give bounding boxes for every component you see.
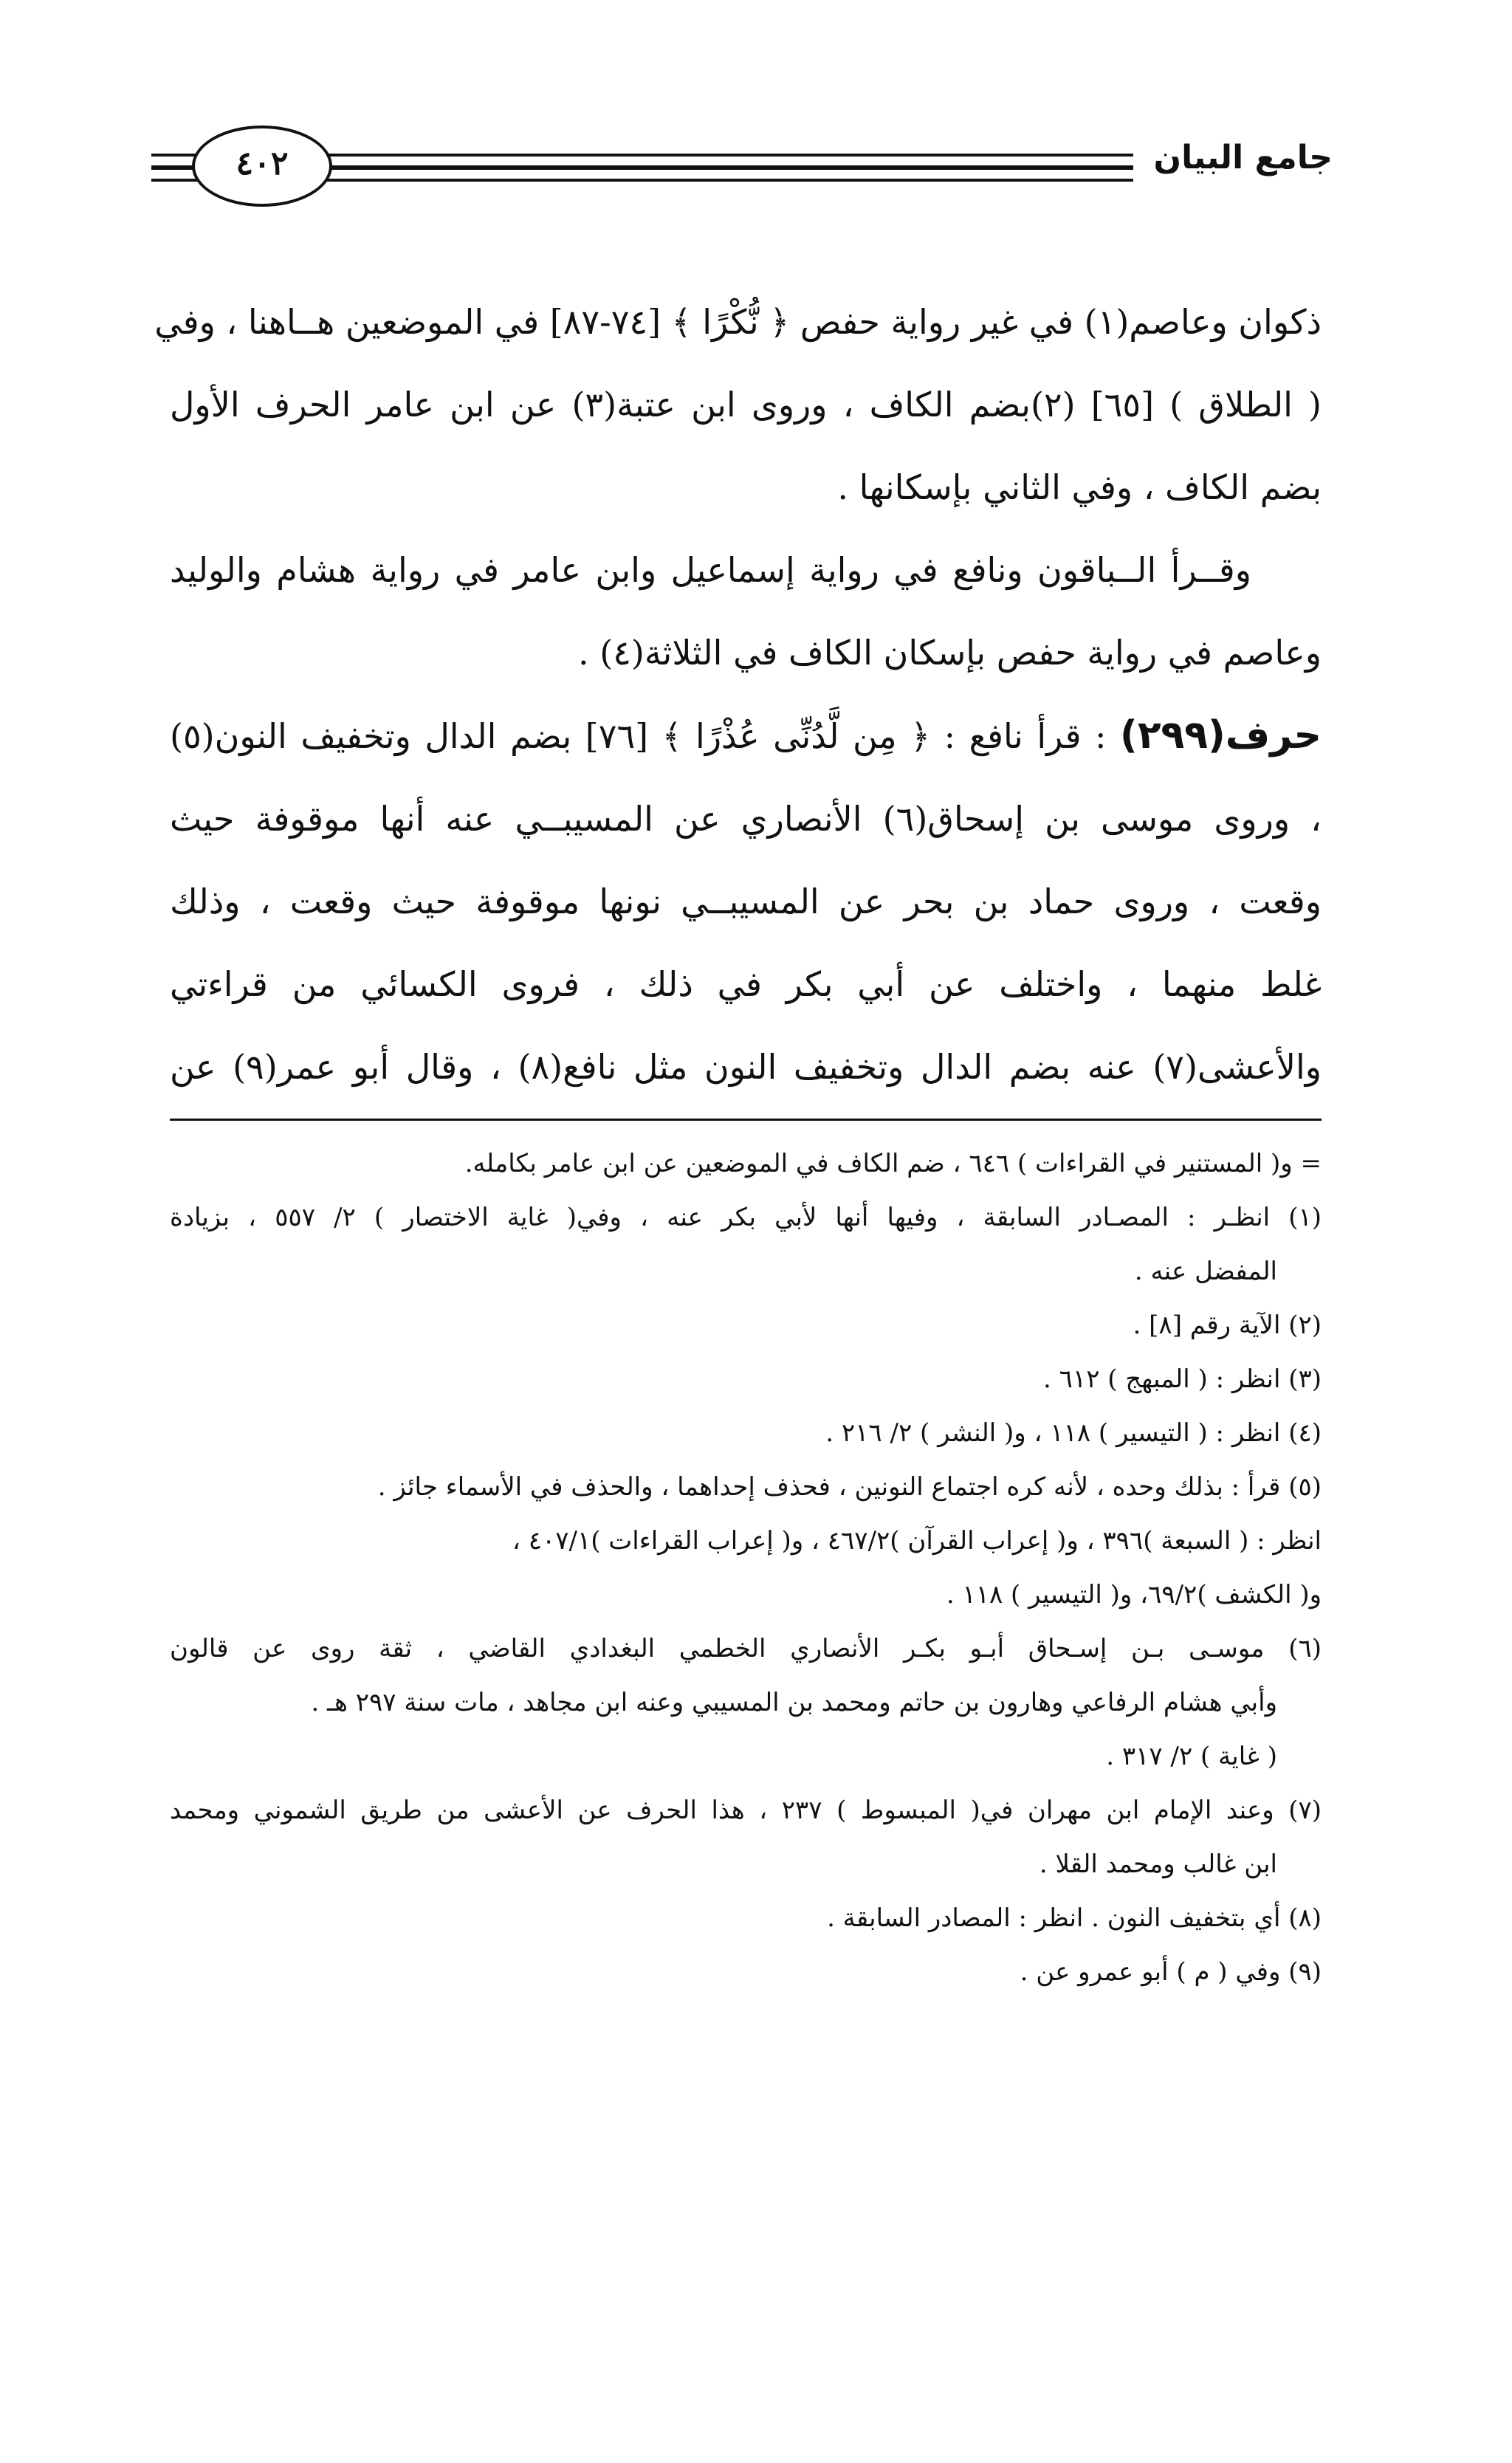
footnote-line: (٤) انظر : ( التيسير ) ١١٨ ، و( النشر ) ٢/ ٢١٦ . — [825, 1418, 1322, 1448]
footnote-line: (٣) انظر : ( المبهج ) ٦١٢ . — [1043, 1364, 1322, 1394]
page-number-oval — [192, 126, 332, 207]
footnote-separator — [170, 1119, 1322, 1121]
text-line: ، وروى موسى بن إسحاق(٦) الأنصاري عن المسيبــي عنه أنها موقوفة حيث — [170, 799, 1322, 839]
page-number: ٤٠٢ — [236, 145, 289, 182]
text-line: ذكوان وعاصم(١) في غير رواية حفص ﴿ نُّكْرًا ﴾ [٧٤-٨٧] في الموضعين هــاهنا ، وفي — [154, 302, 1322, 342]
footnote-line: (٢) الآية رقم [٨] . — [1133, 1310, 1322, 1340]
book-title: جامع البيان — [1153, 139, 1333, 176]
footnote-line: = و( المستنير في القراءات ) ٦٤٦ ، ضم الكاف في الموضعين عن ابن عامر بكامله. — [464, 1149, 1322, 1178]
text-line: وقعت ، وروى حماد بن بحر عن المسيبــي نونها موقوفة حيث وقعت ، وذلك — [170, 882, 1322, 921]
footnote-line: (٧) وعند الإمام ابن مهران في( المبسوط ) ٢٣٧ ، هذا الحرف عن الأعشى من طريق الشموني ومحمد — [170, 1796, 1322, 1825]
harf-line — [170, 694, 1322, 777]
footnote-line: المفضل عنه . — [1134, 1257, 1277, 1286]
footnote-line: (٩) وفي ( م ) أبو عمرو عن . — [1020, 1957, 1322, 1987]
text-line: ( الطلاق ) [٦٥] (٢)بضم الكاف ، وروى ابن عتبة(٣) عن ابن عامر الحرف الأول — [170, 385, 1322, 425]
text-line: غلط منهما ، واختلف عن أبي بكر في ذلك ، فروى الكسائي من قراءتي — [170, 964, 1322, 1004]
footnote-line: و( الكشف )٦٩/٢، و( التيسير ) ١١٨ . — [946, 1580, 1322, 1610]
footnotes — [170, 1137, 1322, 1999]
harf-label: حرف(٢٩٩) — [1120, 713, 1322, 758]
main-text — [154, 281, 1322, 1108]
footnote-line: (٥) قرأ : بذلك وحده ، لأنه كره اجتماع النونين ، فحذف إحداهما ، والحذف في الأسماء جائز . — [377, 1472, 1322, 1502]
footnote-line: ( غاية ) ٢/ ٣١٧ . — [1106, 1742, 1277, 1771]
footnote-line: (١) انظـر : المصـادر السابقة ، وفيها أنها لأبي بكر عنه ، وفي( غاية الاختصار ) ٢/ ٥٥٧ ، بزيادة — [170, 1203, 1322, 1232]
footnote-line: (٦) موسـى بـن إسـحاق أبـو بكـر الأنصاري الخطمي البغدادي القاضي ، ثقة روى عن قالون — [170, 1634, 1322, 1663]
footnote-line: (٨) أي بتخفيف النون . انظر : المصادر السابقة . — [827, 1903, 1322, 1933]
text-line: بضم الكاف ، وفي الثاني بإسكانها . — [837, 467, 1322, 507]
footnote-line: انظر : ( السبعة )٣٩٦ ، و( إعراب القرآن )٤٦٧/٢ ، و( إعراب القراءات )٤٠٧/١ ، — [512, 1526, 1322, 1556]
text-line: وقــرأ الــباقون ونافع في رواية إسماعيل وابن عامر في رواية هشام والوليد — [170, 550, 1251, 590]
text-line: والأعشى(٧) عنه بضم الدال وتخفيف النون مثل نافع(٨) ، وقال أبو عمر(٩) عن — [170, 1047, 1322, 1087]
footnote-line: ابن غالب ومحمد القلا . — [1039, 1849, 1277, 1879]
footnote-line: وأبي هشام الرفاعي وهارون بن حاتم ومحمد بن المسيبي وعنه ابن مجاهد ، مات سنة ٢٩٧ هـ . — [311, 1688, 1277, 1717]
page-header — [151, 126, 1333, 214]
harf-line-text: : قرأ نافع : ﴿ مِن لَّدُنِّى عُذْرًا ﴾ [٧٦] بضم الدال وتخفيف النون(٥) — [170, 716, 1107, 756]
text-line: وعاصم في رواية حفص بإسكان الكاف في الثلاثة(٤) . — [577, 633, 1322, 673]
